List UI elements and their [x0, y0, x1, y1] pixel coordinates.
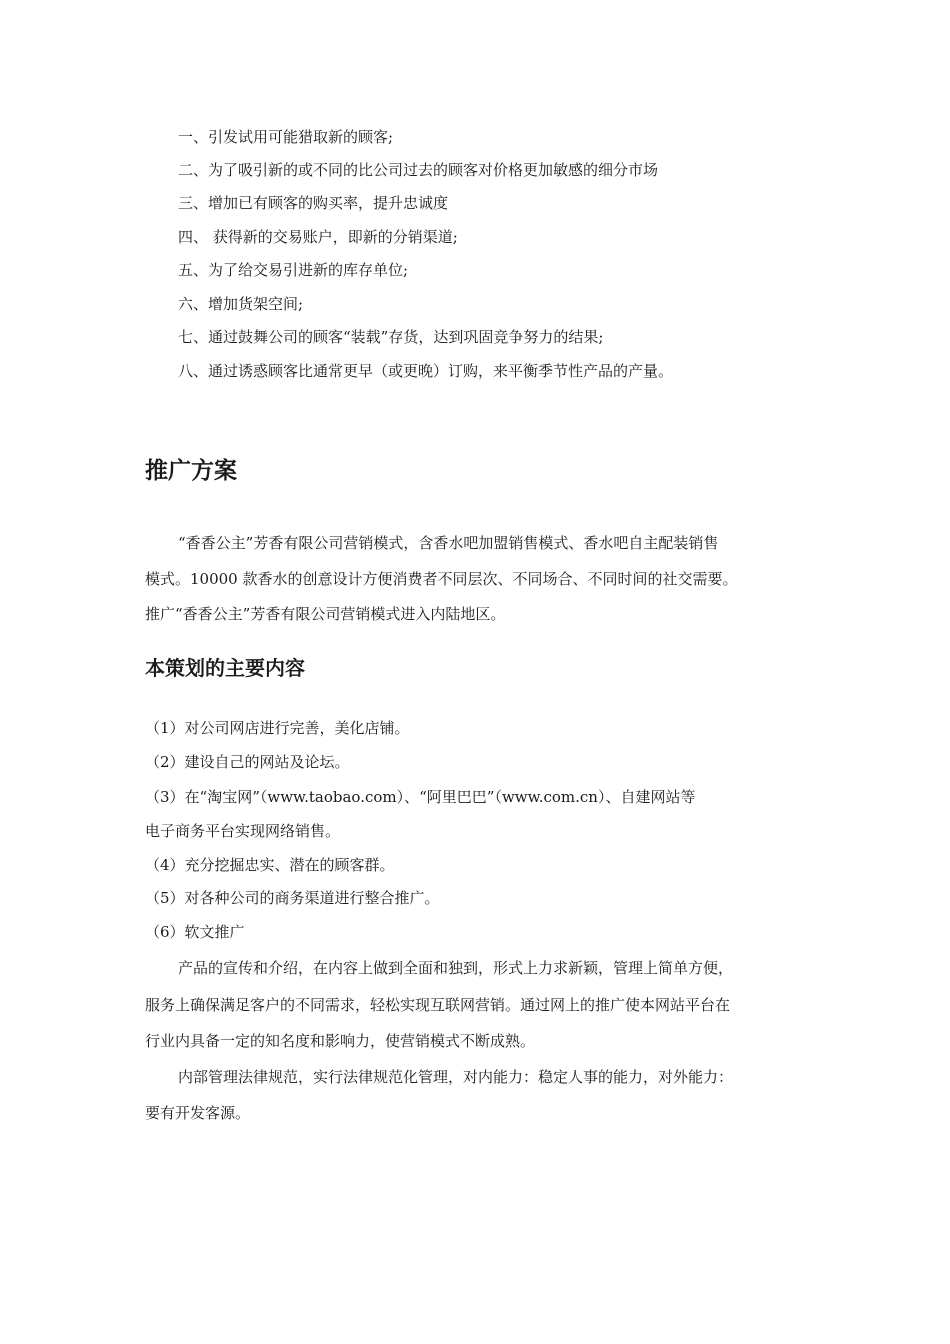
paragraph-1-line-2: 服务上确保满足客户的不同需求，轻松实现互联网营销。通过网上的推广使本网站平台在 [145, 996, 731, 1014]
objective-2: 二、为了吸引新的或不同的比公司过去的顾客对价格更加敏感的细分市场 [178, 161, 659, 179]
content-item-3: （3）在“淘宝网”（www.taobao.com）、“阿里巴巴”（www.com.cn）、自建网站等 [145, 788, 696, 806]
paragraph-2-line-2: 要有开发客源。 [145, 1104, 251, 1122]
objective-7: 七、通过鼓舞公司的顾客“装载”存货，达到巩固竞争努力的结果; [178, 328, 604, 346]
objective-6: 六、增加货架空间; [178, 295, 304, 313]
content-item-5: （5）对各种公司的商务渠道进行整合推广。 [145, 889, 440, 907]
paragraph-2-line-1: 内部管理法律规范，实行法律规范化管理，对内能力：稳定人事的能力，对外能力： [178, 1068, 734, 1086]
paragraph-1-line-3: 行业内具备一定的知名度和影响力，使营销模式不断成熟。 [145, 1032, 536, 1050]
promotion-line-1: “香香公主”芳香有限公司营销模式，含香水吧加盟销售模式、香水吧自主配装销售 [178, 534, 719, 552]
objective-8: 八、通过诱惑顾客比通常更早（或更晚）订购，来平衡季节性产品的产量。 [178, 362, 674, 380]
promotion-line-3: 推广“香香公主”芳香有限公司营销模式进入内陆地区。 [145, 605, 506, 623]
main-content-heading: 本策划的主要内容 [145, 656, 305, 680]
paragraph-1-line-1: 产品的宣传和介绍，在内容上做到全面和独到，形式上力求新颖，管理上简单方便， [178, 959, 734, 977]
objective-1: 一、引发试用可能猎取新的顾客; [178, 128, 394, 146]
content-item-3-cont: 电子商务平台实现网络销售。 [145, 822, 341, 840]
promotion-heading: 推广方案 [145, 458, 237, 484]
content-item-1: （1）对公司网店进行完善，美化店铺。 [145, 719, 410, 737]
objective-5: 五、为了给交易引进新的库存单位; [178, 261, 409, 279]
objective-4: 四、 获得新的交易账户，即新的分销渠道; [178, 228, 458, 246]
content-item-6: （6）软文推广 [145, 923, 245, 941]
promotion-line-2: 模式。10000 款香水的创意设计方便消费者不同层次、不同场合、不同时间的社交需要。 [145, 570, 738, 588]
content-item-2: （2）建设自己的网站及论坛。 [145, 753, 350, 771]
objective-3: 三、增加已有顾客的购买率，提升忠诚度 [178, 194, 449, 212]
content-item-4: （4）充分挖掘忠实、潜在的顾客群。 [145, 856, 395, 874]
